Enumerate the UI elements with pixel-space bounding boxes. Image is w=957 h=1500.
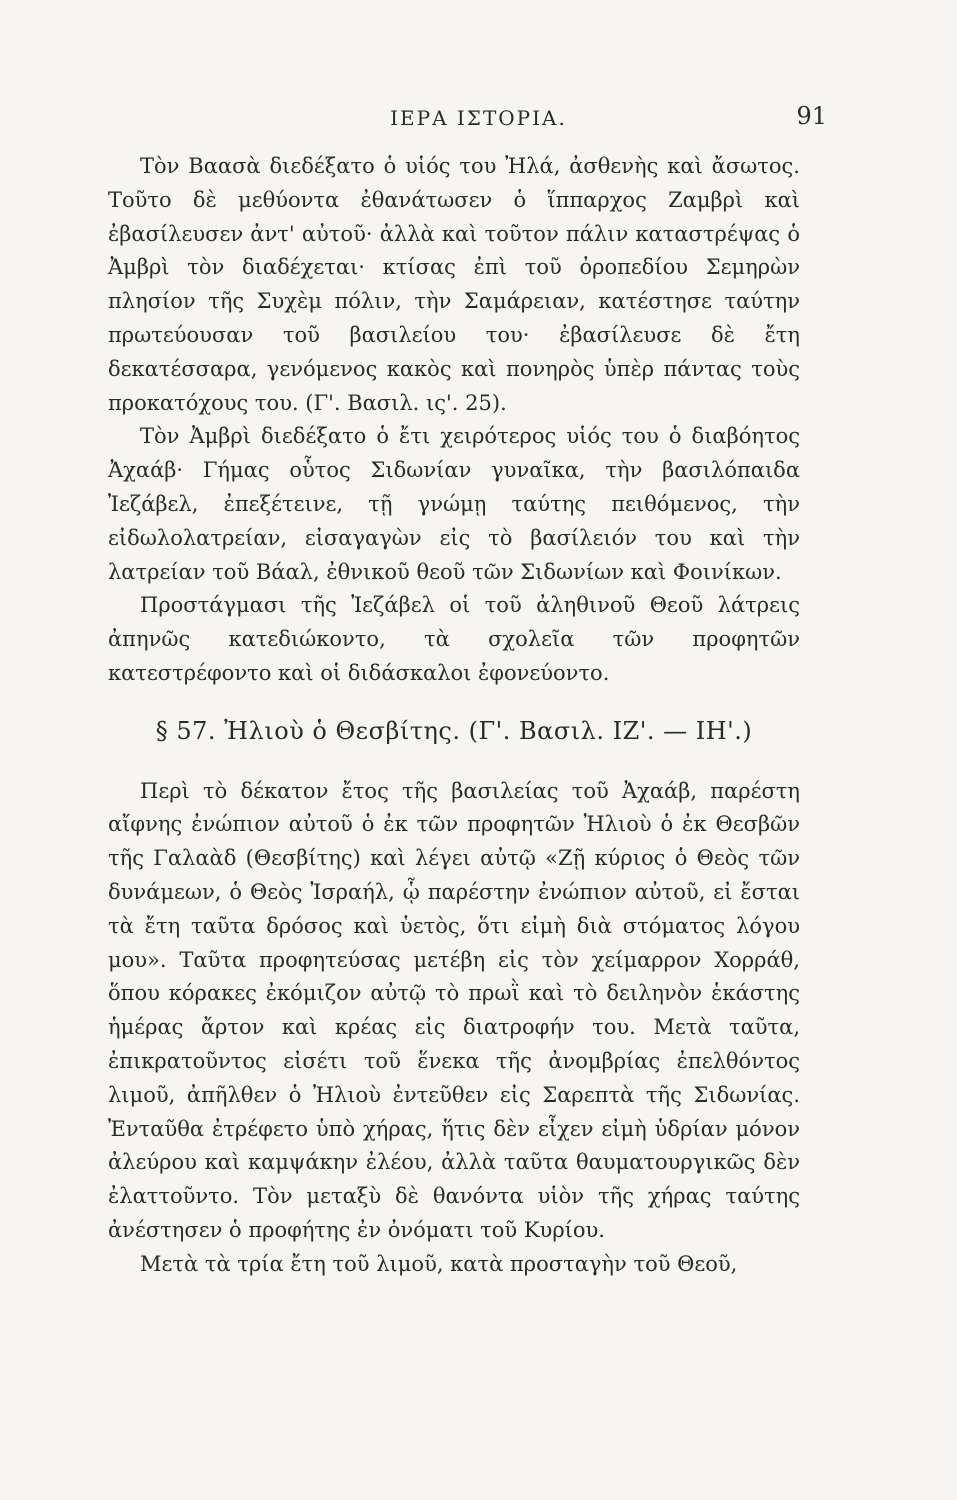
section-title: 57. Ἠλιοὺ ὁ Θεσβίτης. (Γ'. Βασιλ. ΙΖ'. — ΙΗ'.) — [176, 716, 753, 745]
page-number: 91 — [796, 102, 827, 130]
section-heading — [108, 715, 800, 749]
section-paragraph-1: Περὶ τὸ δέκατον ἔτος τῆς βασιλείας τοῦ Ἀχαάβ, παρέστη αἴφνης ἐνώπιον αὐτοῦ ὁ ἐκ τῶν προφητῶν Ἠλιοὺ ὁ ἐκ Θεσβῶν τῆς Γαλαὰδ (Θεσβίτης) καὶ λέγει αὐτῷ «Ζῇ κύριος ὁ Θεὸς τῶν δυνάμεων, ὁ Θεὸς Ἰσραήλ, ᾧ παρέστην ἐνώπιον αὐτοῦ, εἰ ἔσται τὰ ἔτη ταῦτα δρόσος καὶ ὑετὸς, ὅτι εἰμὴ διὰ στόματος λόγου μου». Ταῦτα προφητεύσας μετέβη εἰς τὸν χείμαρρον Χορράθ, ὅπου κόρακες ἐκόμιζον αὐτῷ τὸ πρωῒ καὶ τὸ δειληνὸν ἑκάστης ἡμέρας ἄρτον καὶ κρέας εἰς διατροφήν του. Μετὰ ταῦτα, ἐπικρατοῦντος εἰσέτι τοῦ ἕνεκα τῆς ἀνομβρίας ἐπελθόντος λιμοῦ, ἀπῆλθεν ὁ Ἠλιοὺ ἐντεῦθεν εἰς Σαρεπτὰ τῆς Σιδωνίας. Ἐνταῦθα ἐτρέφετο ὑπὸ χήρας, ἥτις δὲν εἶχεν εἰμὴ ὑδρίαν μόνον ἀλεύρου καὶ καμψάκην ἐλέου, ἀλλὰ ταῦτα θαυματουργικῶς δὲν ἐλαττοῦντο. Τὸν μεταξὺ δὲ θανόντα υἱὸν τῆς χήρας ταύτης ἀνέστησεν ὁ προφήτης ἐν ὀνόματι τοῦ Κυρίου. — [108, 778, 800, 1242]
section-paragraph-2: Μετὰ τὰ τρία ἔτη τοῦ λιμοῦ, κατὰ προσταγὴν τοῦ Θεοῦ, — [140, 1251, 738, 1276]
text-block — [108, 150, 800, 1282]
section-symbol: § — [155, 716, 169, 745]
paragraph-2: Τὸν Ἀμβρὶ διεδέξατο ὁ ἔτι χειρότερος υἱός του ὁ διαβόητος Ἀχαάβ· Γήμας οὗτος Σιδωνίαν γυναῖκα, τὴν βασιλόπαιδα Ἰεζάβελ, ἐπεξέτεινε, τῇ γνώμῃ ταύτης πειθόμενος, τὴν εἰδωλολατρείαν, εἰσαγαγὼν εἰς τὸ βασίλειόν του καὶ τὴν λατρείαν τοῦ Βάαλ, ἐθνικοῦ θεοῦ τῶν Σιδωνίων καὶ Φοινίκων. — [108, 424, 800, 584]
paragraph-3: Προστάγμασι τῆς Ἰεζάβελ οἱ τοῦ ἀληθινοῦ Θεοῦ λάτρεις ἀπηνῶς κατεδιώκοντο, τὰ σχολεῖα τῶν προφητῶν κατεστρέφοντο καὶ οἱ διδάσκαλοι ἐφονεύοντο. — [108, 593, 800, 685]
paragraph-1: Τὸν Βαασὰ διεδέξατο ὁ υἱός του Ἠλά, ἀσθενὴς καὶ ἄσωτος. Τοῦτο δὲ μεθύοντα ἐθανάτωσεν ὁ ἵππαρχος Ζαμβρὶ καὶ ἐβασίλευσεν ἀντ' αὐτοῦ· ἀλλὰ καὶ τοῦτον πάλιν καταστρέψας ὁ Ἀμβρὶ τὸν διαδέχεται· κτίσας ἐπὶ τοῦ ὀροπεδίου Σεμηρὼν πλησίον τῆς Συχὲμ πόλιν, τὴν Σαμάρειαν, κατέστησε ταύτην πρωτεύουσαν τοῦ βασιλείου του· ἐβασίλευσε δὲ ἔτη δεκατέσσαρα, γενόμενος κακὸς καὶ πονηρὸς ὑπὲρ πάντας τοὺς προκατόχους του. (Γ'. Βασιλ. ις'. 25). — [108, 154, 800, 415]
running-head — [0, 100, 957, 140]
running-title: ΙΕΡΑ ΙΣΤΟΡΙΑ. — [390, 106, 567, 130]
